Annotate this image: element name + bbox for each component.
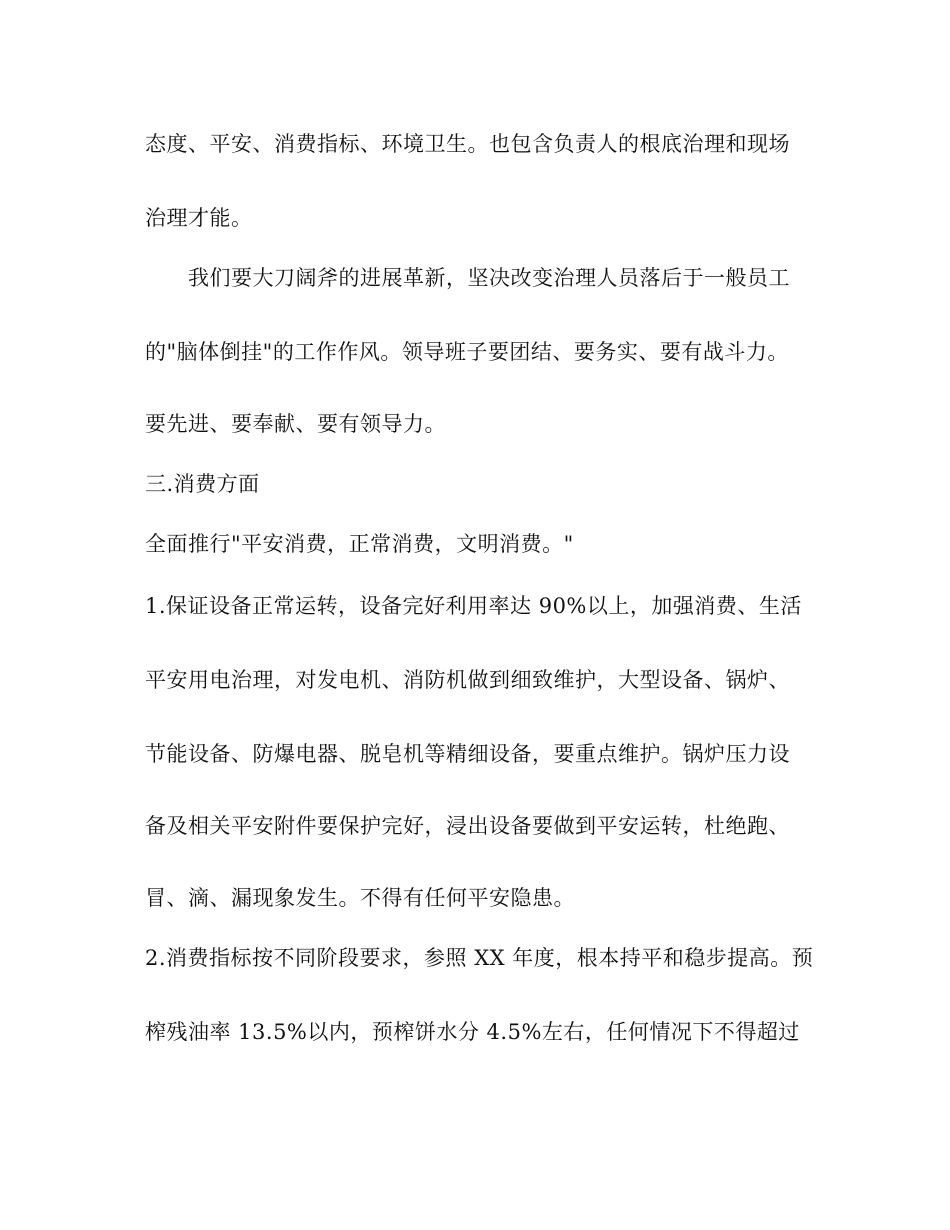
paragraph-line: 治理才能。 [145, 206, 253, 230]
paragraph-line: 的"脑体倒挂"的工作作风。领导班子要团结、要务实、要有战斗力。 [145, 340, 789, 364]
paragraph-line: 态度、平安、消费指标、环境卫生。也包含负责人的根底治理和现场 [145, 132, 790, 156]
list-item-line: 2.消费指标按不同阶段要求，参照 XX 年度，根本持平和稳步提高。预 [145, 946, 814, 970]
list-item-line: 平安用电治理，对发电机、消防机做到细致维护，大型设备、锅炉、 [145, 668, 790, 692]
paragraph-line: 要先进、要奉献、要有领导力。 [145, 412, 446, 436]
paragraph-line: 我们要大刀阔斧的进展革新，坚决改变治理人员落后于一般员工 [188, 266, 790, 290]
section-heading: 三.消费方面 [145, 472, 260, 496]
list-item-line: 节能设备、防爆电器、脱皂机等精细设备，要重点维护。锅炉压力设 [145, 742, 790, 766]
list-item-line: 冒、滴、漏现象发生。不得有任何平安隐患。 [145, 886, 575, 910]
list-item-line: 榨残油率 13.5%以内，预榨饼水分 4.5%左右，任何情况下不得超过 [145, 1020, 800, 1044]
list-item-line: 备及相关平安附件要保护完好，浸出设备要做到平安运转，杜绝跑、 [145, 814, 790, 838]
list-item-line: 1.保证设备正常运转，设备完好利用率达 90%以上，加强消费、生活 [145, 594, 802, 618]
paragraph-line: 全面推行"平安消费，正常消费，文明消费。" [145, 532, 574, 556]
